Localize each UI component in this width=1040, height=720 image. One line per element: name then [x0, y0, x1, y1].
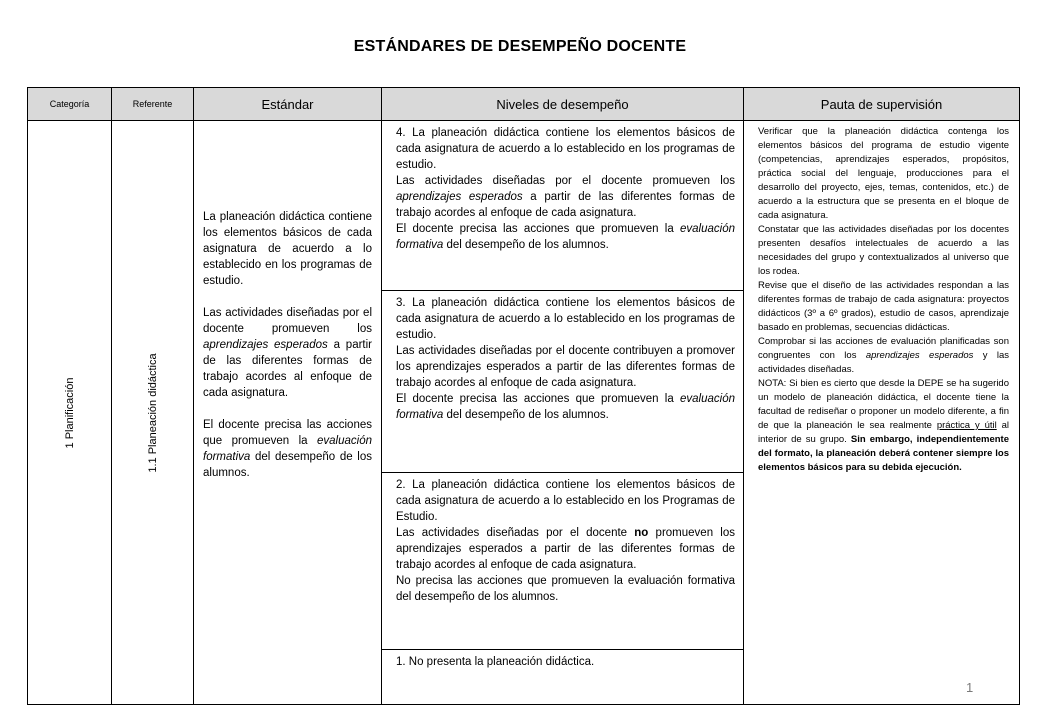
pauta-text-1: Verificar que la planeación didáctica contenga los elementos básicos del programa de estudio vigente (competencias, aprendizajes esperados, propósitos, práctica social del lenguaje, producciones para el desarrollo del proyecto, ejes, temas, contenidos, etc.) de acuerdo a la estructura que se presenta en el bloque de cada asignatura. — [758, 126, 1009, 221]
level-4-cell — [382, 121, 744, 291]
estandar-text-3: El docente precisa las acciones que promueven la evaluación formativa del desempeño de los alumnos. — [203, 419, 372, 479]
page-number: 1 — [966, 680, 974, 695]
pauta-text-2: Constatar que las actividades diseñadas por los docentes presenten desafíos intelectuales de acuerdo a las necesidades del grupo y contextualizados al universo que los rodea. — [758, 224, 1009, 277]
pauta-cell — [744, 121, 1020, 705]
level-4-text-1: 4. La planeación didáctica contiene los elementos básicos de cada asignatura de acuerdo a lo establecido en los programas de estudio. — [396, 127, 735, 171]
estandar-cell — [194, 121, 382, 705]
level-2-text-3: No precisa las acciones que promueven la evaluación formativa del desempeño de los alumnos. — [396, 575, 735, 604]
level-4-text-3: El docente precisa las acciones que promueven la evaluación formativa del desempeño de los alumnos. — [396, 223, 735, 251]
level-3-cell — [382, 291, 744, 473]
level-4-text-2: Las actividades diseñadas por el docente promueven los aprendizajes esperados a partir de las diferentes formas de trabajo acordes al enfoque de cada asignatura. — [396, 175, 735, 219]
level-3-text-2: Las actividades diseñadas por el docente contribuyen a promover los aprendizajes esperados a partir de las diferentes formas de trabajo acordes al enfoque de cada asignatura. — [396, 345, 735, 390]
level-1-text: 1. No presenta la planeación didáctica. — [396, 655, 595, 668]
header-niveles: Niveles de desempeño — [382, 88, 744, 121]
pauta-text-4: Comprobar si las acciones de evaluación planificadas son congruentes con los aprendizajes esperados y las actividades diseñadas. — [758, 336, 1010, 375]
level-2-text-1: 2. La planeación didáctica contiene los elementos básicos de cada asignatura de acuerdo a lo establecido en los Programas de Estudio. — [396, 479, 735, 524]
referente-cell — [112, 121, 194, 705]
header-referente: Referente — [112, 88, 194, 121]
page-title: ESTÁNDARES DE DESEMPEÑO DOCENTE — [353, 38, 687, 55]
table-row — [28, 121, 1020, 291]
referente-label: 1.1 Planeación didáctica — [146, 352, 159, 473]
header-pauta: Pauta de supervisión — [744, 88, 1020, 121]
pauta-note: NOTA: Si bien es cierto que desde la DEPE se ha sugerido un modelo de planeación didáctica, el docente tiene la facultad de rediseñar o proponer un modelo diferente, a fin de que la planeación le sea realmente práctica y útil al interior de su grupo. Sin embargo, independientemente del formato, la planeación deberá contener siempre los elementos básicos para su debida ejecución. — [758, 378, 1009, 473]
level-2-cell — [382, 473, 744, 650]
level-3-text-3: El docente precisa las acciones que promueven la evaluación formativa del desempeño de los alumnos. — [396, 393, 735, 422]
estandar-text-1: La planeación didáctica contiene los elementos básicos de cada asignatura de acuerdo a lo establecido en los programas de estudio. — [203, 211, 372, 287]
pauta-text-3: Revise que el diseño de las actividades respondan a las diferentes formas de trabajo de cada asignatura: proyectos didácticos (3º a 6º grados), estudio de casos, aprendizaje basado en problemas, secuencias didácticas. — [758, 280, 1009, 333]
header-categoria: Categoría — [28, 88, 112, 121]
level-1-cell — [382, 649, 744, 704]
estandar-text-2: Las actividades diseñadas por el docente promueven los aprendizajes esperados a partir de las diferentes formas de trabajo acordes al enfoque de cada asignatura. — [203, 307, 372, 399]
header-estandar: Estándar — [194, 88, 382, 121]
categoria-label: 1 Planificación — [63, 377, 76, 448]
standards-table — [27, 87, 1020, 705]
categoria-cell — [28, 121, 112, 705]
level-2-text-2: Las actividades diseñadas por el docente no promueven los aprendizajes esperados a partir de las diferentes formas de trabajo acordes al enfoque de cada asignatura. — [396, 527, 736, 572]
level-3-text-1: 3. La planeación didáctica contiene los elementos básicos de cada asignatura de acuerdo a lo establecido en los programas de estudio. — [396, 297, 735, 342]
header-row — [28, 88, 1020, 121]
